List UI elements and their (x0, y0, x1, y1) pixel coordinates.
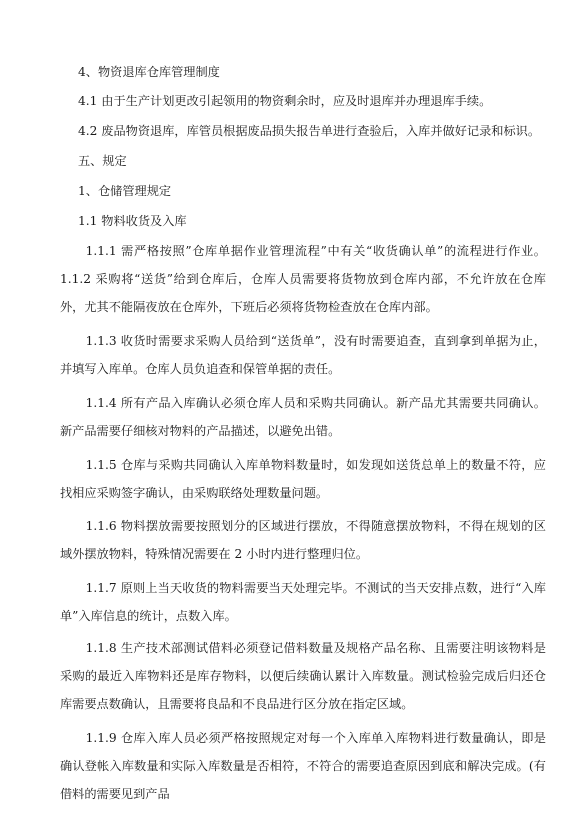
paragraph-1-1-1: 1.1.1 需严格按照”仓库单据作业管理流程”中有关“收货确认单”的流程进行作业。 1.1.2 采购将“送货”给到仓库后，仓库人员需要将货物放到仓库内部，不允许放在仓库外，尤其不能隔夜放在仓库外，下班后必须将货物检查放在仓库内部。 (60, 244, 546, 314)
paragraph-1-1-8: 1.1.8 生产技术部测试借料必须登记借料数量及规格产品名称、且需要注明该物料是采购的最近入库物料还是库存物料，以便后续确认累计入库数量。测试检验完成后归还仓库需要点数确认，且需要将良品和不良品进行区分放在指定区域。 (60, 641, 546, 711)
paragraph-4-1: 4.1 由于生产计划更改引起领用的物资剩余时，应及时退库并办理退库手续。 (78, 94, 492, 108)
heading-storage-rules: 1、仓储管理规定 (78, 184, 172, 198)
paragraph-1-1-9: 1.1.9 仓库入库人员必须严格按照规定对每一个入库单入库物料进行数量确认，即是确认登帐入库数量和实际入库数量是否相符，不符合的需要追查原因到底和解决完成。(有借料的需要见到产品 (60, 731, 546, 801)
paragraph-1-1-7: 1.1.7 原则上当天收货的物料需要当天处理完毕。不测试的当天安排点数，进行“入库单”入库信息的统计，点数入库。 (60, 581, 546, 623)
heading-return-management: 4、物资退库仓库管理制度 (78, 65, 220, 79)
heading-receiving: 1.1 物料收货及入库 (78, 214, 187, 228)
section-heading-rules: 五、规定 (78, 154, 127, 168)
paragraph-1-1-5: 1.1.5 仓库与采购共同确认入库单物料数量时，如发现如送货总单上的数量不符，应找相应采购签字确认，由采购联络处理数量问题。 (60, 458, 546, 500)
paragraph-4-2: 4.2 废品物资退库，库管员根据废品损失报告单进行查验后，入库并做好记录和标识。 (78, 124, 541, 138)
paragraph-1-1-4: 1.1.4 所有产品入库确认必须仓库人员和采购共同确认。新产品尤其需要共同确认。新产品需要仔细核对物料的产品描述，以避免出错。 (60, 396, 546, 438)
paragraph-1-1-3: 1.1.3 收货时需要求采购人员给到“送货单”，没有时需要追查，直到拿到单据为止，并填写入库单。仓库人员负追查和保管单据的责任。 (60, 334, 546, 376)
paragraph-1-1-6: 1.1.6 物料摆放需要按照划分的区域进行摆放，不得随意摆放物料，不得在规划的区域外摆放物料，特殊情况需要在 2 小时内进行整理归位。 (60, 519, 546, 561)
